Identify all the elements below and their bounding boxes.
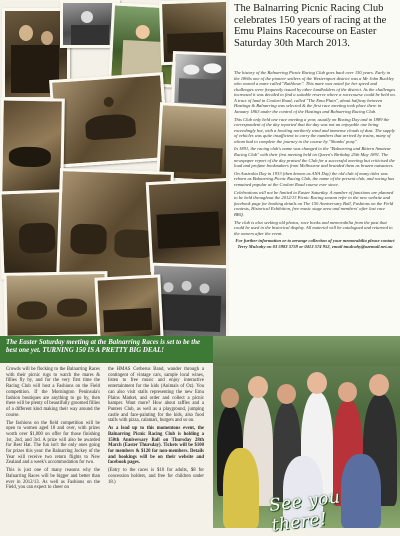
article-paragraph: The history of the Balnarring Picnic Racing Club goes back over 150 years. Early in the 1860s one of the pioneer settlers of the Westernport district was a Mr John Buckley who owned a mare called "Rathlowe". This mare was noted for her speed and challenges were frequently issued by other landholders of the district. As the challenges increased it was decided to find a suitable reserve where a racecourse could be held on. A tract of land in Coolart Road, called "The Emu Plain", about halfway between Hastings & Balnarring was selected & the first race meeting took place there in January 1863 under the control of the Hastings and Balnarring Racing Club. (234, 70, 396, 114)
column-paragraph: The fashions on the field competition will be open to women aged 18 and over, with prizes worth over $1,000 on offer for those finishing 1st, 2nd, and 3rd. A prize will also be awarded for Best Hat. The fun isn't the only ones going for prizes this year: the Balnarring Jockey of the Year will receive two return flights to New Zealand and a week's accommodation for two. (6, 420, 100, 466)
photo-horses-racing (0, 97, 65, 196)
photo-horse-and-rider (49, 72, 169, 168)
history-article (229, 0, 400, 336)
photo-horse-race-finish (3, 271, 108, 336)
body-column-right (108, 367, 204, 488)
photo-grandstand (146, 178, 226, 272)
column-paragraph: This is just one of many reasons why the Balnarring Races will be bigger and better than ever in 2012/13. As well as Fashions on the Field, you can expect to cheer on (6, 468, 100, 491)
see-you-there-caption: See you there! (268, 487, 342, 536)
article-paragraph: Celebrations will not be limited to Easter Saturday. A number of functions are planned to be held throughout the 2012/13 Picnic Racing season refer to the new website and facebook page for booking details on The 150 Anniversary Ball, Fashions on the Field contests, Historical Exhibition, free music stage area and members' after last race BBQ. (234, 189, 394, 217)
photo-ladies-in-hats (171, 51, 226, 111)
photo-race-day-crowd (94, 274, 163, 336)
article-headline: The Balnarring Picnic Racing Club celebrates 150 years of racing at the Emu Plains Racecourse on Easter Saturday 30th March 2013. (234, 3, 387, 49)
event-banner: The Easter Saturday meeting at the Balnarring Races is set to be the best one yet. TURNING 150 IS A PRETTY BIG DEAL! (0, 336, 213, 363)
article-paragraph: This Club only held one race meeting a year, usually on Boxing Day and in 1889 the correspondent of the day reported that the day was not an enjoyable one being exceedingly hot, with a howling northerly wind and immense clouds of dust. The supply of vehicles was quite insufficient to carry the numbers that arrived by trains, many of whom had to complete the journey to the course by "Shanks' pony". (234, 116, 395, 144)
contact-paragraph: For further information or to arrange collection of your memorabilia please contact Terry Mulcahy on 03 5983 5759 or 0413 574 952, email tmulcahy@ozemail.net.au (235, 238, 395, 249)
article-paragraph: In 1891, the racing club's name was changed to the "Balnarring and Bittern Amateur Racing Club" with their first meeting held on Queen's Birthday 25th May 1891. The newspaper report of the day praised the Club for a successful meeting but criticised the loud and profane bookmakers from Melbourne and branded them as brazen nuisances. (234, 146, 395, 169)
ball-announcement: As a lead up to this momentous event, the Balnarring Picnic Racing Club is holding a 150th Anniversary Ball on Thursday 28th March (Easter Thursday). Tickets will be $100 for members & $120 for non-members. Details and bookings will be on their website and facebook pages. (108, 426, 204, 466)
article-body (234, 70, 396, 252)
article-paragraph: On Australia Day in 1933 (then known as ANA Day) the old club of many titles was reborn as Balnarring Picnic Racing Club, the name of the present club, and racing has remained popular at the Coolart Road course ever since. (234, 170, 395, 187)
column-paragraph: Crowds will be flocking to the Balnarring Races with their picnic rugs to watch the mares & fillies fly by, and for the very first time the Racing Club will host a Fashions on the Field competition. If the Mornington Peninsula's fashion boutiques are anything to go by, then there will be plenty of beautifully groomed fillies of a different kind making their way around the course. (6, 367, 100, 418)
entry-price-note: (Entry to the races is $10 for adults, $8 for concession holders, and free for children under 18.) (108, 468, 204, 485)
body-column-left (6, 367, 100, 493)
article-paragraph: The club is also seeking old photos, race books and memorabilia from the past that could be used in the historical display. All material will be catalogued and returned to the owners after the event. (234, 219, 393, 236)
historical-photo-collage (0, 0, 226, 336)
column-paragraph: the HMAS Cerberus Band, wander through a contingent of vintage cars, sample local wines, listen to free music and enjoy interactive entertainment for the kids (Animals of Oz). You can also visit stalls representing the new Emu Plains Market, and order and collect a picnic hamper. Want more? How about raffles and a Punters Club, as well as a playground, jumping castle and face-painting for the kids, also food stalls with pizza, calamari, burgers and so on. (108, 367, 204, 424)
